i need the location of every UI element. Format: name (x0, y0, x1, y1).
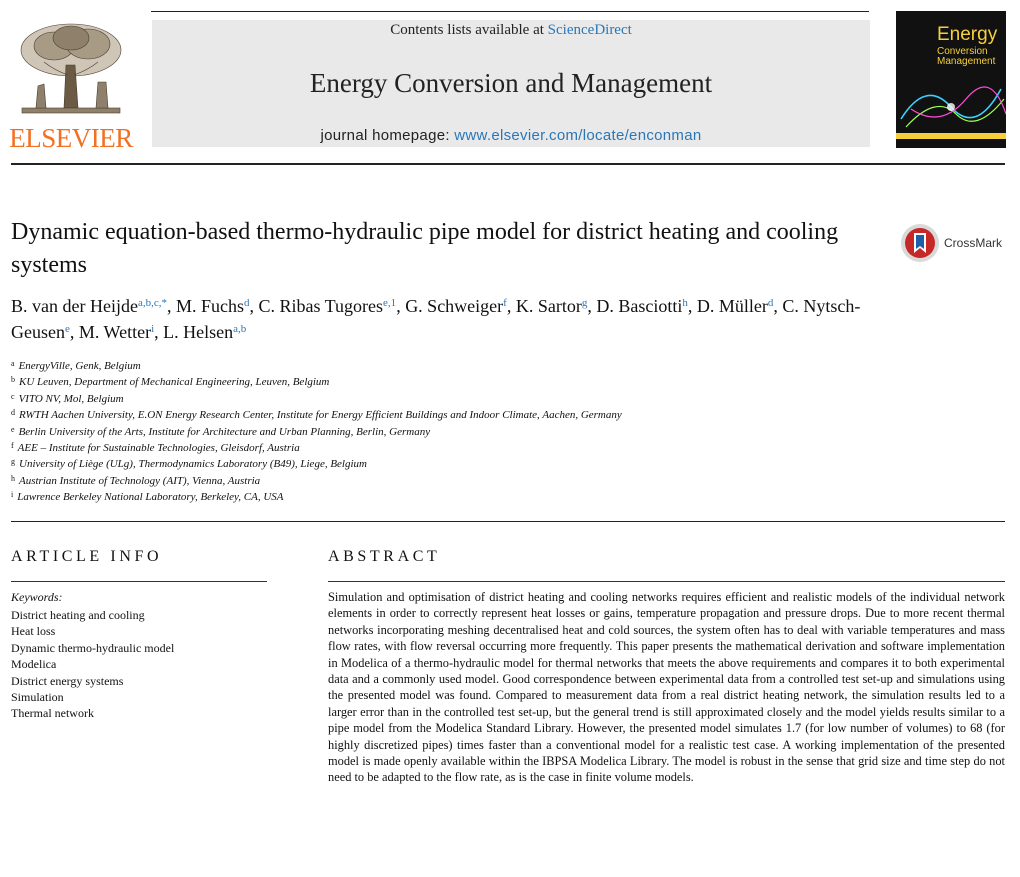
author-affiliation-marker[interactable]: d (244, 297, 250, 309)
author-affiliation-marker[interactable]: f (503, 297, 507, 309)
elsevier-logo[interactable] (8, 20, 134, 153)
affiliation-text: RWTH Aachen University, E.ON Energy Research Center, Institute for Energy Efficient Buildings and Indoor Climate, Aachen, Germany (19, 409, 622, 422)
cover-subtitle-2: Management (937, 56, 996, 67)
affiliation-item (11, 374, 911, 390)
keyword-item: Dynamic thermo-hydraulic model (11, 640, 175, 655)
author-separator: , (396, 296, 406, 316)
contents-prefix: Contents lists available at (390, 22, 548, 38)
elsevier-tree-icon (14, 20, 128, 120)
author-affiliation-marker[interactable]: h (682, 297, 688, 309)
affiliation-key: a (11, 359, 15, 368)
author-name[interactable]: K. Sartor (515, 296, 582, 316)
contents-line (152, 22, 870, 39)
affiliation-key: c (11, 391, 15, 401)
author-separator: , (154, 322, 164, 342)
author-affiliation-marker[interactable]: g (581, 297, 588, 309)
affiliation-item (11, 456, 911, 472)
keyword-item: Heat loss (11, 624, 56, 639)
affiliation-text: Austrian Institute of Technology (AIT), Vienna, Austria (19, 474, 261, 487)
article-info-divider (11, 581, 267, 582)
keywords-list (11, 607, 174, 722)
affiliation-key: e (11, 424, 15, 434)
author-name[interactable]: M. Wetter (78, 322, 152, 342)
journal-cover-image[interactable] (896, 11, 1006, 148)
affiliation-item (11, 358, 911, 374)
affiliation-key: f (11, 441, 14, 451)
paper-title: Dynamic equation-based thermo-hydraulic pipe model for district heating and cooling systems (11, 219, 839, 278)
keyword-item: Simulation (11, 690, 64, 705)
header-divider (151, 11, 869, 12)
keyword-item: Thermal network (11, 706, 94, 721)
author-separator: , (687, 296, 697, 316)
affiliation-item (11, 407, 911, 423)
author-separator: , (587, 296, 597, 316)
keyword-item: District energy systems (11, 673, 124, 688)
author-separator: , (166, 296, 176, 316)
affiliation-text: AEE – Institute for Sustainable Technologies, Gleisdorf, Austria (17, 442, 300, 455)
author-affiliation-marker[interactable]: d (767, 297, 774, 309)
affiliation-item (11, 489, 911, 505)
author-list (11, 293, 891, 345)
keyword-item: Modelica (11, 657, 57, 672)
sciencedirect-link[interactable]: ScienceDirect (547, 22, 632, 38)
homepage-line (152, 127, 870, 144)
article-info-heading: ARTICLE INFO (11, 548, 163, 565)
affiliation-key: b (11, 375, 15, 385)
author-name[interactable]: B. van der Heijde (11, 296, 138, 316)
affiliation-text: EnergyVille, Genk, Belgium (18, 360, 141, 372)
keyword-item: District heating and cooling (11, 608, 145, 622)
affiliation-text: University of Liège (ULg), Thermodynamics Laboratory (B49), Liege, Belgium (19, 458, 367, 471)
header-bottom-divider (11, 163, 1005, 165)
affiliation-list (11, 358, 911, 506)
author-name[interactable]: D. Müller (696, 296, 768, 316)
author-separator: , (69, 322, 79, 342)
keywords-label: Keywords: (11, 590, 63, 604)
crossmark-button[interactable] (900, 223, 1010, 265)
author-affiliation-marker[interactable]: e,1 (383, 297, 397, 309)
affiliation-item (11, 391, 911, 407)
author-separator: , (773, 296, 783, 316)
author-affiliation-marker[interactable]: a,b (233, 323, 247, 335)
affiliation-key: d (11, 408, 15, 418)
crossmark-label: CrossMark (944, 236, 1003, 250)
affiliation-key: h (11, 473, 15, 483)
crossmark-icon (900, 223, 940, 263)
author-name[interactable]: L. Helsen (163, 322, 234, 342)
affiliation-text: Lawrence Berkeley National Laboratory, Berkeley, CA, USA (17, 491, 284, 504)
cover-title: Energy (937, 24, 998, 45)
author-separator: , (506, 296, 516, 316)
cover-art-graphic (896, 69, 1006, 139)
cover-subtitle-1: Conversion (937, 46, 988, 57)
affiliation-item (11, 424, 911, 440)
affiliation-item (11, 440, 911, 456)
author-name[interactable]: D. Basciotti (596, 296, 683, 316)
author-affiliation-marker[interactable]: e (64, 323, 70, 335)
author-name[interactable]: G. Schweiger (405, 296, 504, 316)
author-affiliation-marker[interactable]: i (151, 323, 155, 335)
affiliation-text: VITO NV, Mol, Belgium (18, 392, 124, 405)
affiliation-text: KU Leuven, Department of Mechanical Engineering, Leuven, Belgium (19, 376, 330, 389)
affiliation-key: g (11, 457, 15, 467)
section-divider (11, 521, 1005, 522)
abstract-divider (328, 581, 1005, 582)
affiliation-key: i (11, 490, 14, 500)
journal-name[interactable]: Energy Conversion and Management (309, 68, 713, 98)
author-name[interactable]: M. Fuchs (175, 296, 244, 316)
author-affiliation-marker[interactable]: a,b,c,* (137, 297, 167, 309)
journal-homepage-link[interactable]: www.elsevier.com/locate/enconman (454, 127, 702, 144)
affiliation-item (11, 473, 911, 489)
elsevier-wordmark: ELSEVIER (9, 123, 133, 153)
abstract-heading: ABSTRACT (328, 548, 441, 565)
abstract-text: Simulation and optimisation of district heating and cooling networks requires efficient and realistic models of the individual network elements in order to correctly represent heat losses or gains, temperature propagation and pressure drops. Due to more recent thermal networks incorporating meshing decentralised heat and cold sources, the system often has to deal with variable temperatures and mass flow rates, with flow reversal occurring more frequently. This paper presents the mathematical derivation and software implementation in Modelica of a thermo-hydraulic model for thermal networks that meets the above requirements and compares it to both experimental data and a commonly used model. Good correspondence between experimental data from a controlled test set-up and simulations using the presented model was found. Compared to measurement data from a real district heating network, the simulation results led to a larger error than in the controlled test set-up, but the general trend is still approximated closely and the model yields results similar to a pipe model from the Modelica Standard Library. However, the presented model simulates 1.7 (for low number of volumes) to 68 (for highly discretized pipes) times faster than a conventional model for a realistic test case. A working implementation of the presented model is made openly available within the IBPSA Modelica Library. The model is robust in the sense that grid size and time step do not need to be adapted to the flow rate, as is the case in finite volume models. (328, 590, 1005, 785)
author-name[interactable]: C. Nytsch-Geusen (11, 296, 861, 342)
affiliation-text: Berlin University of the Arts, Institute for Architecture and Urban Planning, Berlin, Germany (18, 425, 431, 438)
author-name[interactable]: C. Ribas Tugores (258, 296, 384, 316)
author-separator: , (249, 296, 259, 316)
homepage-prefix: journal homepage: (320, 127, 455, 144)
